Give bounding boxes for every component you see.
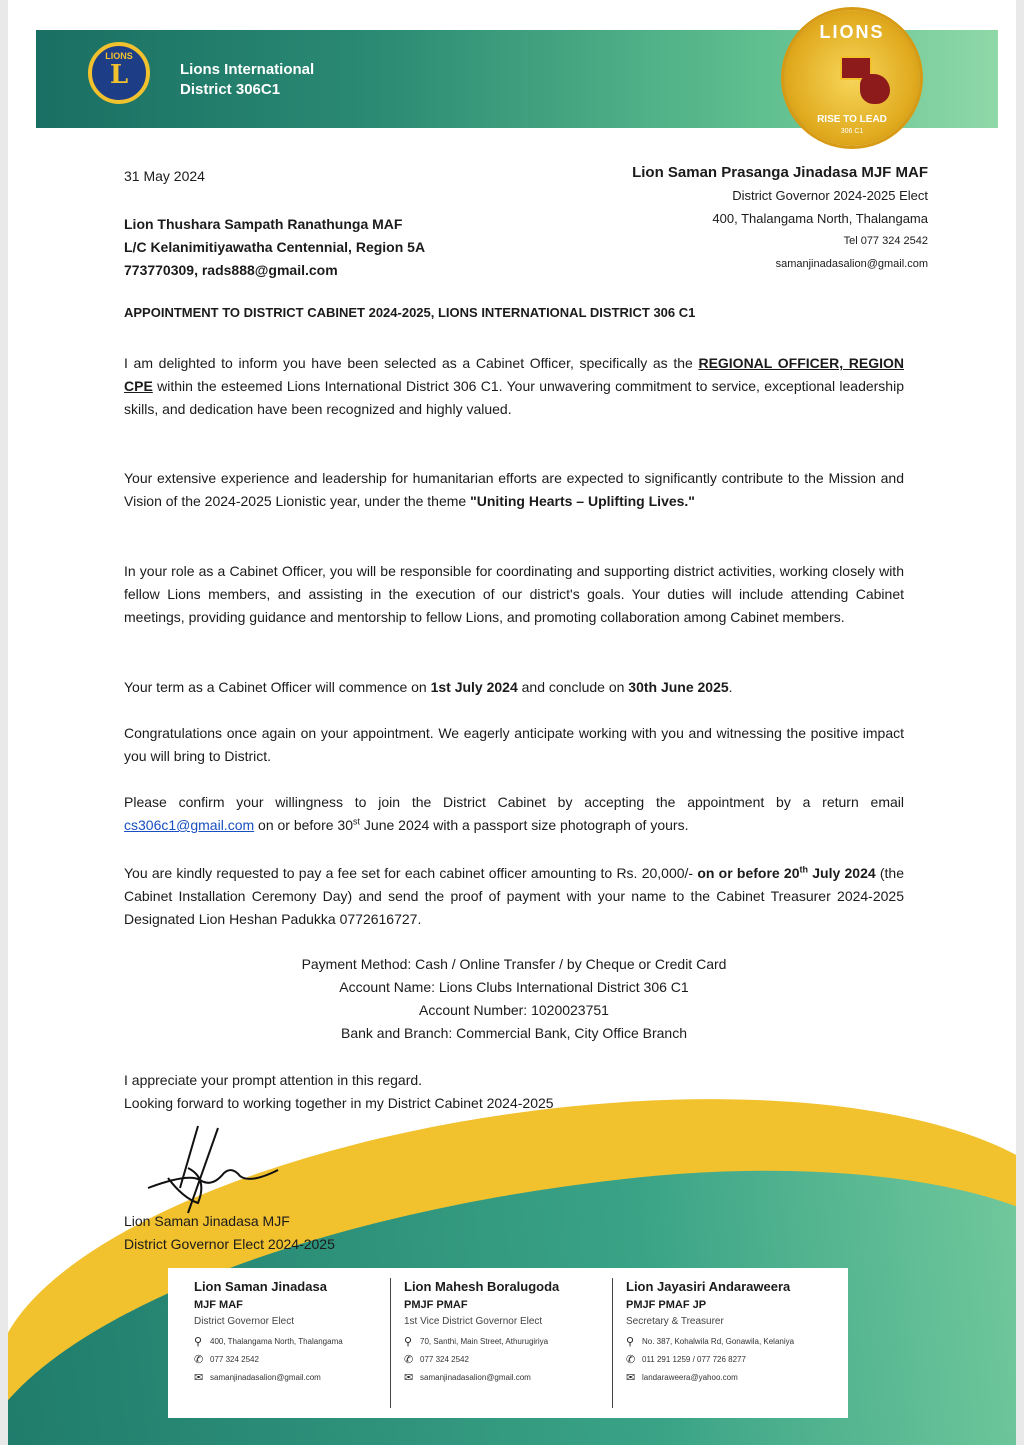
pin-icon: ⚲ — [194, 1336, 203, 1348]
footer-email-row — [404, 1372, 594, 1384]
payment-method: Payment Method: Cash / Online Transfer / by Cheque or Credit Card — [301, 956, 727, 972]
signatory-name: Lion Saman Jinadasa MJF — [124, 1213, 290, 1229]
footer-role: District Governor Elect — [194, 1316, 295, 1327]
pin-icon: ⚲ — [626, 1336, 635, 1348]
org-line-1: Lions International — [180, 61, 315, 78]
p1-role: REGIONAL OFFICER, REGION CPE — [124, 355, 904, 394]
phone-icon: ✆ — [404, 1354, 414, 1366]
p4-text-a: Your term as a Cabinet Officer will commence on — [124, 679, 431, 695]
district-logo-word: LIONS — [819, 22, 885, 42]
footer-name: Lion Saman Jinadasa — [194, 1279, 327, 1294]
org-line-2: District 306C1 — [180, 81, 281, 98]
sender-tel: Tel 077 324 2542 — [843, 235, 928, 247]
mail-icon: ✉ — [194, 1372, 204, 1384]
payment-account-name: Account Name: Lions Clubs International District 306 C1 — [339, 979, 689, 995]
paragraph-term — [124, 676, 904, 699]
phone-icon: ✆ — [626, 1354, 636, 1366]
p2-text-a: Your extensive experience and leadership for humanitarian efforts are expected to significantly contribute to the Mission and Vision of the 2024-2025 Lionistic year, under the theme — [124, 470, 904, 509]
p7-text-b: (the Cabinet Installation Ceremony Day) and send the proof of payment with your name to the Cabinet Treasurer 2024-2025 Designated Lion Heshan Padukka 0772616727. — [124, 865, 905, 927]
recipient-block — [124, 213, 425, 282]
p7-sup: th — [799, 864, 808, 875]
p7-bold-1: on or before 20 — [697, 865, 800, 881]
mail-icon: ✉ — [404, 1372, 414, 1384]
footer-contact-3 — [626, 1278, 816, 1384]
phone-icon: ✆ — [194, 1354, 204, 1366]
payment-details — [124, 953, 904, 1045]
p7-bold-2: July 2024 — [808, 865, 876, 881]
p4-start-date: 1st July 2024 — [430, 679, 518, 695]
mail-icon: ✉ — [626, 1372, 636, 1384]
footer-contact-1 — [194, 1278, 384, 1384]
p6-text-c: June 2024 with a passport size photograph of yours. — [360, 817, 689, 833]
footer-titles: PMJF PMAF JP — [626, 1299, 707, 1311]
paragraph-confirm — [124, 791, 904, 837]
footer-role: Secretary & Treasurer — [626, 1316, 724, 1327]
p6-text-a: Please confirm your willingness to join the District Cabinet by accepting the appointment by a return email — [124, 794, 904, 810]
logo-letter: L — [109, 60, 129, 90]
paragraph-appointment — [124, 352, 904, 421]
footer-name: Lion Mahesh Boralugoda — [404, 1279, 560, 1294]
footer-email[interactable]: landaraweera@yahoo.com — [642, 1373, 738, 1382]
p2-theme: "Uniting Hearts – Uplifting Lives." — [470, 493, 695, 509]
p7-text-a: You are kindly requested to pay a fee set for each cabinet officer amounting to Rs. 20,000/- — [124, 865, 698, 881]
pin-icon: ⚲ — [404, 1336, 413, 1348]
footer-phone-row — [626, 1354, 816, 1366]
p5-text: Congratulations once again on your appointment. We eagerly anticipate working with you and witnessing the positive impact you will bring to District. — [124, 725, 904, 764]
footer-email[interactable]: samanjinadasalion@gmail.com — [420, 1373, 531, 1382]
paragraph-fee — [124, 862, 904, 931]
paragraph-congratulations — [124, 722, 904, 768]
p1-text-a: I am delighted to inform you have been selected as a Cabinet Officer, specifically as the — [124, 355, 699, 371]
p6-text-b: on or before 30 — [254, 817, 354, 833]
signature-block — [124, 1210, 335, 1256]
footer-contact-2 — [404, 1278, 594, 1384]
sender-address: 400, Thalangama North, Thalangama — [712, 211, 928, 226]
recipient-club: L/C Kelanimitiyawatha Centennial, Region 5A — [124, 239, 426, 255]
footer-role: 1st Vice District Governor Elect — [404, 1316, 543, 1327]
sender-title: District Governor 2024-2025 Elect — [732, 188, 928, 203]
letter-date: 31 May 2024 — [124, 168, 205, 184]
p1-text-b: within the esteemed Lions International District 306 C1. Your unwavering commitment to service, exceptional leadership skills, and dedication have been recognized and highly valued. — [124, 378, 904, 417]
footer-email-row — [626, 1372, 816, 1384]
footer-email[interactable]: samanjinadasalion@gmail.com — [210, 1373, 321, 1382]
p4-text-b: and conclude on — [517, 679, 629, 695]
footer-divider — [612, 1278, 613, 1408]
p3-text: In your role as a Cabinet Officer, you will be responsible for coordinating and supporting district activities, working closely with fellow Lions members, and assisting in the execution of our district's goals. Your duties will include attending Cabinet meetings, providing guidance and mentorship to fellow Lions, and promoting collaboration among Cabinet members. — [124, 563, 904, 625]
footer-phone: 077 324 2542 — [420, 1355, 469, 1364]
footer-phone-row — [194, 1354, 384, 1366]
footer-address: No. 387, Kohalwila Rd, Gonawila, Kelaniya — [642, 1337, 795, 1346]
district-logo-sub: 306 C1 — [840, 128, 864, 135]
payment-bank: Bank and Branch: Commercial Bank, City Office Branch — [340, 1025, 687, 1041]
footer-phone-row — [404, 1354, 594, 1366]
footer-name: Lion Jayasiri Andaraweera — [626, 1279, 791, 1294]
signatory-title: District Governor Elect 2024-2025 — [124, 1236, 335, 1252]
p6-sup: st — [353, 816, 361, 827]
p4-end-date: 30th June 2025 — [628, 679, 729, 695]
closing-line-2: Looking forward to working together in my District Cabinet 2024-2025 — [124, 1095, 554, 1111]
recipient-name: Lion Thushara Sampath Ranathunga MAF — [124, 216, 403, 232]
footer-phone: 077 324 2542 — [210, 1355, 259, 1364]
footer-address: 70, Santhi, Main Street, Athurugiriya — [420, 1337, 549, 1346]
footer-divider — [390, 1278, 391, 1408]
footer-address-row — [194, 1336, 384, 1348]
district-logo-motto: RISE TO LEAD — [817, 114, 887, 125]
closing-block — [124, 1069, 554, 1115]
footer-titles: MJF MAF — [194, 1299, 243, 1311]
footer-address-row — [404, 1336, 594, 1348]
footer-titles: PMJF PMAF — [404, 1299, 468, 1311]
letter-subject: APPOINTMENT TO DISTRICT CABINET 2024-2025, LIONS INTERNATIONAL DISTRICT 306 C1 — [124, 305, 696, 320]
org-name — [180, 60, 314, 100]
recipient-contact: 773770309, rads888@gmail.com — [124, 262, 338, 278]
footer-address-row — [626, 1336, 816, 1348]
confirm-email-link[interactable]: cs306c1@gmail.com — [124, 817, 255, 833]
payment-account-number: Account Number: 1020023751 — [419, 1002, 609, 1018]
closing-line-1: I appreciate your prompt attention in this regard. — [124, 1072, 423, 1088]
lions-logo-left — [88, 42, 150, 104]
sri-lanka-map-icon — [860, 74, 890, 104]
footer-email-row — [194, 1372, 384, 1384]
paragraph-experience — [124, 467, 904, 513]
sender-name: Lion Saman Prasanga Jinadasa MJF MAF — [632, 164, 928, 181]
paragraph-role — [124, 560, 904, 629]
logo-ring-text: LIONS — [105, 51, 133, 61]
footer-address: 400, Thalangama North, Thalangama — [210, 1337, 343, 1346]
letter-page — [8, 0, 1016, 1445]
footer-phone: 011 291 1259 / 077 726 8277 — [642, 1355, 746, 1364]
sender-block — [632, 162, 928, 276]
p4-text-c: . — [728, 679, 733, 695]
district-logo-right — [784, 10, 920, 146]
sender-email: samanjinadasalion@gmail.com — [775, 258, 928, 270]
